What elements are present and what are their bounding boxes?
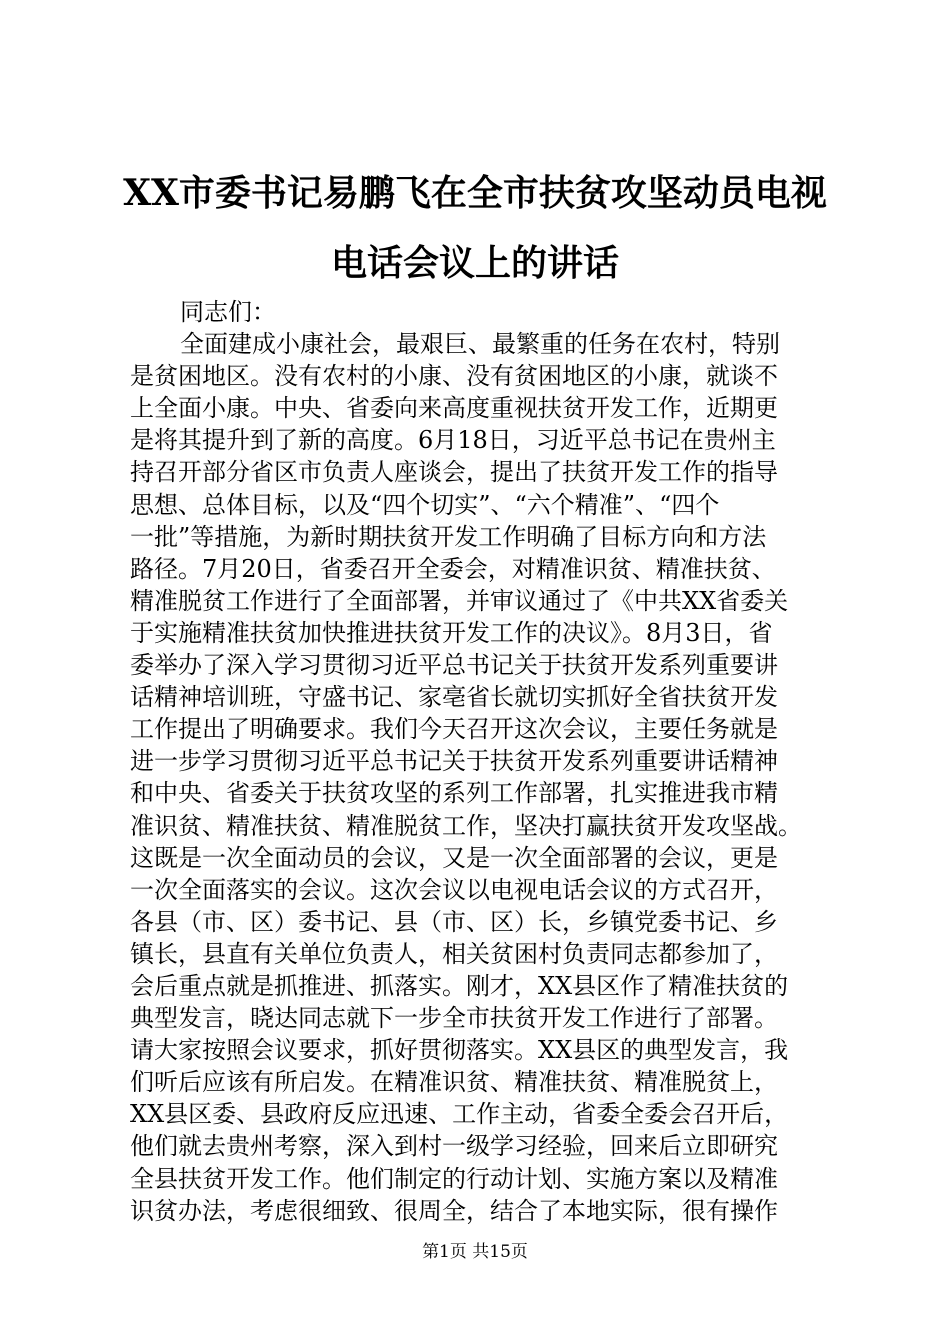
body-line: 请大家按照会议要求，抓好贯彻落实。XX县区的典型发言，我 — [130, 1036, 789, 1065]
body-line: 各县（市、区）委书记、县（市、区）长，乡镇党委书记、乡 — [130, 907, 778, 936]
body-line: 全县扶贫开发工作。他们制定的行动计划、实施方案以及精准 — [130, 1164, 778, 1193]
body-line: 他们就去贵州考察，深入到村一级学习经验，回来后立即研究 — [130, 1132, 778, 1161]
body-line: 们听后应该有所启发。在精准识贫、精准扶贫、精准脱贫上， — [130, 1068, 778, 1097]
document-title — [60, 158, 890, 298]
body-line: 镇长，县直有关单位负责人，相关贫困村负责同志都参加了， — [130, 939, 778, 968]
body-line: 路径。7月20日，省委召开全委会，对精准识贫、精准扶贫、 — [130, 554, 776, 583]
body-line: 持召开部分省区市负责人座谈会，提出了扶贫开发工作的指导 — [130, 458, 778, 487]
body-line: 准识贫、精准扶贫、精准脱贫工作，坚决打赢扶贫开发攻坚战。 — [130, 811, 802, 840]
document-body — [130, 296, 830, 1227]
title-line-2: 电话会议上的讲话 — [330, 242, 619, 284]
body-line: XX县区委、县政府反应迅速、工作主动，省委全委会召开后， — [130, 1100, 789, 1129]
body-line: 于实施精准扶贫加快推进扶贫开发工作的决议》。8月3日，省 — [130, 618, 773, 647]
body-line: 话精神培训班，守盛书记、家亳省长就切实抓好全省扶贫开发 — [130, 683, 778, 712]
body-line: 一批”等措施，为新时期扶贫开发工作明确了目标方向和方法 — [130, 522, 767, 551]
body-line: 工作提出了明确要求。我们今天召开这次会议，主要任务就是 — [130, 715, 778, 744]
body-line: 委举办了深入学习贯彻习近平总书记关于扶贫开发系列重要讲 — [130, 651, 778, 680]
title-line-1: XX市委书记易鹏飞在全市扶贫攻坚动员电视 — [123, 172, 827, 214]
body-line: 是将其提升到了新的高度。6月18日，习近平总书记在贵州主 — [130, 426, 776, 455]
body-line: 上全面小康。中央、省委向来高度重视扶贫开发工作，近期更 — [130, 394, 778, 423]
body-line: 和中央、省委关于扶贫攻坚的系列工作部署，扎实推进我市精 — [130, 779, 778, 808]
body-line: 进一步学习贯彻习近平总书记关于扶贫开发系列重要讲话精神 — [130, 747, 778, 776]
body-line: 精准脱贫工作进行了全面部署，并审议通过了《中共XX省委关 — [130, 586, 789, 615]
salutation: 同志们： — [180, 298, 276, 326]
body-line: 思想、总体目标，以及“四个切实”、“六个精准”、“四个 — [130, 490, 720, 519]
body-line: 一次全面落实的会议。这次会议以电视电话会议的方式召开， — [130, 875, 778, 904]
body-line: 这既是一次全面动员的会议，又是一次全面部署的会议，更是 — [130, 843, 778, 872]
body-line: 是贫困地区。没有农村的小康、没有贫困地区的小康，就谈不 — [130, 362, 778, 391]
page-footer: 第1页 共15页 — [422, 1242, 528, 1262]
body-line: 会后重点就是抓推进、抓落实。刚才，XX县区作了精准扶贫的 — [130, 971, 789, 1000]
body-line: 典型发言，晓达同志就下一步全市扶贫开发工作进行了部署。 — [130, 1004, 778, 1033]
body-line: 全面建成小康社会，最艰巨、最繁重的任务在农村，特别 — [180, 330, 780, 359]
body-line: 识贫办法，考虑很细致、很周全，结合了本地实际，很有操作 — [130, 1196, 778, 1225]
